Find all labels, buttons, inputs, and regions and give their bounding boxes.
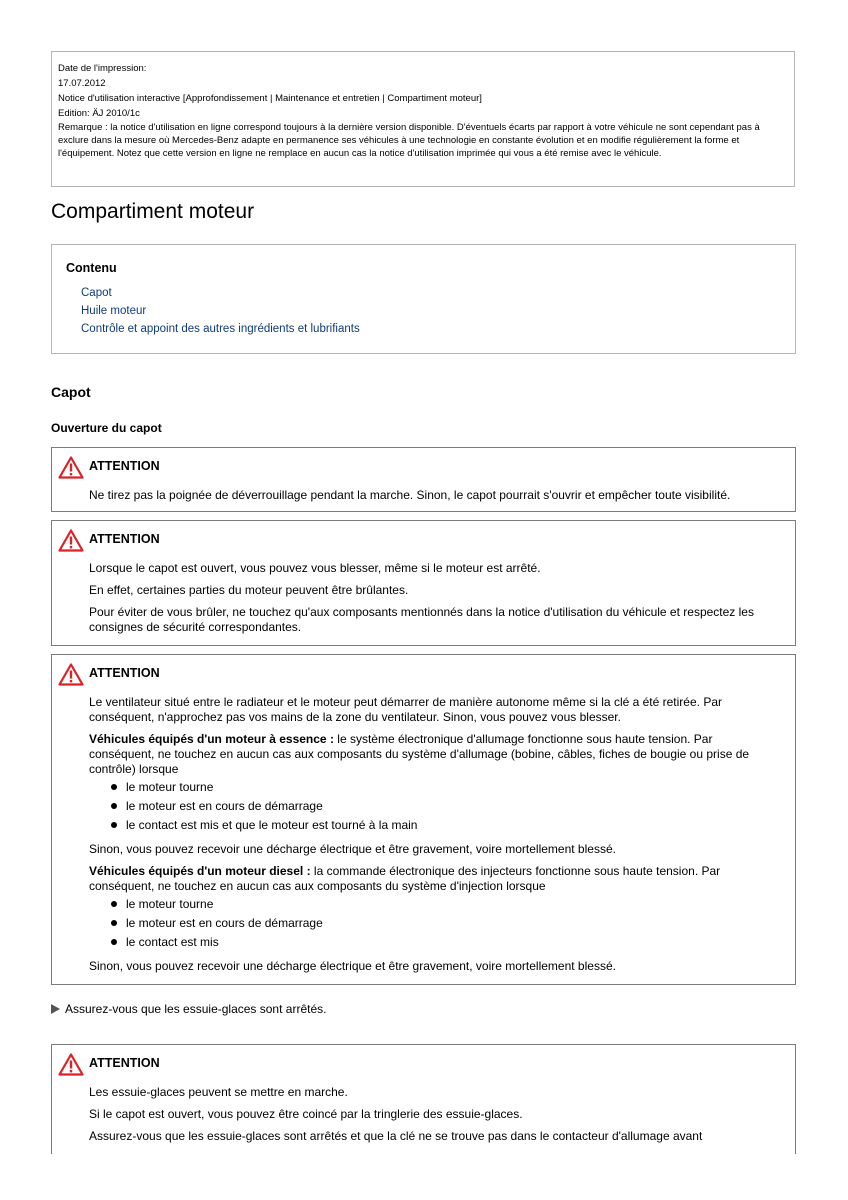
arrow-right-icon xyxy=(51,1004,60,1014)
warning-box xyxy=(51,447,796,512)
edition: Edition: ÄJ 2010/1c xyxy=(58,108,140,119)
warning-text: Si le capot est ouvert, vous pouvez être coincé par la tringlerie des essuie-glaces. xyxy=(89,1107,523,1121)
warning-triangle-icon xyxy=(58,529,84,552)
toc-link-huile-moteur[interactable]: Huile moteur xyxy=(81,305,147,317)
warning-header xyxy=(52,456,795,478)
warning-text: Le ventilateur situé entre le radiateur et le moteur peut démarrer de manière autonome même si la clé a été retirée. Par conséquent, n'approchez pas vos mains de la zone du ventilateur. Sinon, vous pouvez vous blesser. xyxy=(89,695,722,724)
warning-box xyxy=(51,1044,796,1154)
diesel-heading: Véhicules équipés d'un moteur diesel : xyxy=(89,864,311,878)
warning-box xyxy=(51,654,796,985)
warning-header xyxy=(52,663,795,685)
warning-label: ATTENTION xyxy=(89,532,160,546)
danger-text: Sinon, vous pouvez recevoir une décharge électrique et être gravement, voire mortellement blessé. xyxy=(89,842,616,856)
petrol-conditions-list xyxy=(89,778,781,835)
remark-text: Remarque : la notice d'utilisation en ligne correspond toujours à la dernière version disponible. D'éventuels écarts par rapport à votre véhicule ne sont cependant pas à exclure dans la mesure où Mercedes-Benz adapte en permanence ses véhicules à une technologie en constante évolution et en modifie régulièrement la forme et l'équipement. Notez que cette version en ligne ne remplace en aucun cas la notice d'utilisation imprimée qui vous a été remise avec le véhicule. xyxy=(58,122,760,160)
list-item: le moteur est en cours de démarrage xyxy=(89,797,781,816)
warning-header xyxy=(52,529,795,551)
warning-text: En effet, certaines parties du moteur peuvent être brûlantes. xyxy=(89,583,409,597)
print-info-box xyxy=(51,51,795,187)
print-date-label: Date de l'impression: xyxy=(58,63,147,74)
breadcrumb: Notice d'utilisation interactive [Approfondissement | Maintenance et entretien | Compartiment moteur] xyxy=(58,93,482,104)
step-text: Assurez-vous que les essuie-glaces sont arrêtés. xyxy=(65,1002,327,1016)
warning-body xyxy=(89,1085,781,1151)
step-instruction xyxy=(51,1002,326,1016)
table-of-contents xyxy=(51,244,796,354)
list-item: le moteur tourne xyxy=(89,895,781,914)
petrol-text: le système électronique d'allumage fonctionne sous haute tension. Par conséquent, ne touchez en aucun cas aux composants du système d'allumage (bobine, câbles, fiches de bougie ou prise de contrôle) lorsque xyxy=(89,732,750,776)
list-item: le contact est mis et que le moteur est tourné à la main xyxy=(89,816,781,835)
warning-triangle-icon xyxy=(58,456,84,479)
print-date: 17.07.2012 xyxy=(58,78,106,89)
warning-header xyxy=(52,1053,795,1075)
warning-label: ATTENTION xyxy=(89,459,160,473)
toc-link-capot[interactable]: Capot xyxy=(81,287,112,299)
diesel-paragraph xyxy=(89,864,781,894)
warning-text: Lorsque le capot est ouvert, vous pouvez vous blesser, même si le moteur est arrêté. xyxy=(89,561,541,575)
warning-label: ATTENTION xyxy=(89,666,160,680)
page-title: Compartiment moteur xyxy=(51,200,255,223)
toc-link-ingredients[interactable]: Contrôle et appoint des autres ingrédients et lubrifiants xyxy=(81,323,360,335)
section-title: Capot xyxy=(51,384,91,400)
warning-triangle-icon xyxy=(58,663,84,686)
danger-text: Sinon, vous pouvez recevoir une décharge électrique et être gravement, voire mortellement blessé. xyxy=(89,959,616,973)
warning-triangle-icon xyxy=(58,1053,84,1076)
warning-text: Ne tirez pas la poignée de déverrouillage pendant la marche. Sinon, le capot pourrait s'ouvrir et empêcher toute visibilité. xyxy=(89,488,731,502)
warning-box xyxy=(51,520,796,646)
list-item: le contact est mis xyxy=(89,933,781,952)
list-item: le moteur tourne xyxy=(89,778,781,797)
warning-label: ATTENTION xyxy=(89,1056,160,1070)
warning-body xyxy=(89,561,781,642)
warning-body xyxy=(89,488,781,510)
list-item: le moteur est en cours de démarrage xyxy=(89,914,781,933)
petrol-heading: Véhicules équipés d'un moteur à essence : xyxy=(89,732,334,746)
subsection-title: Ouverture du capot xyxy=(51,421,162,435)
warning-text: Assurez-vous que les essuie-glaces sont arrêtés et que la clé ne se trouve pas dans le contacteur d'allumage avant xyxy=(89,1129,703,1143)
warning-body xyxy=(89,695,781,981)
petrol-paragraph xyxy=(89,732,781,777)
warning-text: Pour éviter de vous brûler, ne touchez qu'aux composants mentionnés dans la notice d'utilisation du véhicule et respectez les consignes de sécurité correspondantes. xyxy=(89,605,754,634)
toc-title: Contenu xyxy=(66,261,117,275)
warning-text: Les essuie-glaces peuvent se mettre en marche. xyxy=(89,1085,348,1099)
diesel-text: la commande électronique des injecteurs fonctionne sous haute tension. Par conséquent, ne touchez en aucun cas aux composants du système d'injection lorsque xyxy=(89,864,721,893)
diesel-conditions-list xyxy=(89,895,781,952)
